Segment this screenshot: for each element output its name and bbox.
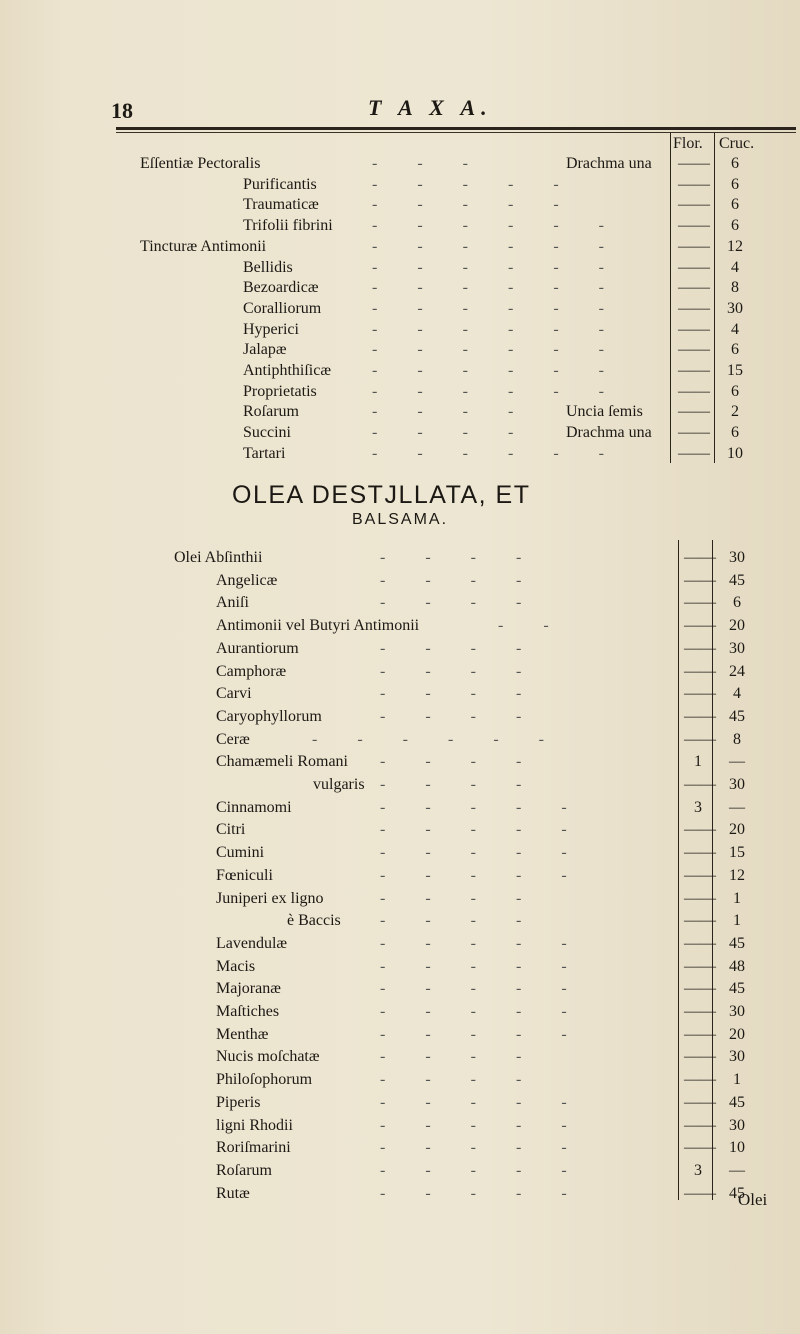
dash-leader: - - - - <box>380 1048 540 1066</box>
price-cruc: 4 <box>731 320 739 338</box>
price-flor: —— <box>684 571 716 589</box>
table-row <box>0 319 800 341</box>
price-flor: —— <box>684 1048 716 1066</box>
price-cruc: 1 <box>733 889 741 907</box>
dash-leader: - - - - <box>380 912 540 930</box>
table-row <box>0 706 800 728</box>
price-cruc: 1 <box>733 912 741 930</box>
table-row <box>0 1046 800 1068</box>
price-cruc: 6 <box>731 196 739 214</box>
catchword: Olei <box>738 1190 768 1209</box>
price-cruc: — <box>729 798 745 816</box>
dash-leader: - - <box>498 617 567 635</box>
price-cruc: 6 <box>731 382 739 400</box>
price-flor: —— <box>684 1003 716 1020</box>
dash-leader: - - - - - - <box>372 362 622 379</box>
price-flor: 3 <box>694 798 702 816</box>
price-flor: —— <box>678 403 710 421</box>
item-name: Olei Abſinthii <box>174 549 263 566</box>
item-name: Proprietatis <box>243 382 317 400</box>
table-row <box>0 570 800 592</box>
dash-leader: - - - - <box>372 424 532 442</box>
dash-leader: - - - - - - <box>372 299 622 317</box>
page-number: 18 <box>111 98 133 123</box>
item-name: ligni Rhodii <box>216 1116 293 1134</box>
price-cruc: — <box>729 753 745 771</box>
price-flor: —— <box>684 776 716 793</box>
price-cruc: 12 <box>729 866 745 884</box>
price-cruc: 45 <box>729 1093 745 1111</box>
item-name: Angelicæ <box>216 571 278 589</box>
table-row <box>0 978 800 1000</box>
dash-leader: - - - - - <box>380 1161 585 1179</box>
table-row <box>0 298 800 320</box>
dash-leader: - - - - <box>380 1071 540 1089</box>
price-flor: —— <box>684 639 716 657</box>
price-cruc: 30 <box>729 1003 745 1020</box>
item-name: Antimonii vel Butyri Antimonii <box>216 617 420 635</box>
price-cruc: 6 <box>731 424 739 442</box>
table-row <box>0 683 800 705</box>
price-flor: —— <box>678 341 710 359</box>
item-name: Menthæ <box>216 1025 269 1043</box>
dash-leader: - - - - - - <box>372 320 622 338</box>
table-row <box>0 865 800 887</box>
dash-leader: - - - - - <box>380 1003 585 1020</box>
item-name: Hyperici <box>243 320 299 338</box>
price-flor: —— <box>684 980 716 998</box>
item-name: Rutæ <box>216 1184 250 1202</box>
price-cruc: 30 <box>729 776 745 793</box>
item-name: Tincturæ Antimonii <box>140 237 267 255</box>
dash-leader: - - - - - <box>380 957 585 975</box>
dash-leader: - - - - <box>380 685 540 703</box>
table-row <box>0 888 800 910</box>
item-name: Eſſentiæ Pectoralis <box>140 155 261 172</box>
table-row <box>0 443 800 465</box>
table-row <box>0 910 800 932</box>
price-flor: —— <box>684 662 716 680</box>
price-cruc: 30 <box>729 1116 745 1134</box>
dash-leader: - - - - - <box>380 1025 585 1043</box>
price-cruc: 6 <box>731 341 739 359</box>
table-row <box>0 933 800 955</box>
price-flor: —— <box>684 685 716 703</box>
price-cruc: 45 <box>729 571 745 589</box>
price-flor: —— <box>684 1116 716 1134</box>
price-flor: —— <box>678 237 710 255</box>
table-row <box>0 751 800 773</box>
dash-leader: - - - - - - <box>372 237 622 255</box>
price-flor: —— <box>678 444 710 462</box>
item-name: Fœniculi <box>216 866 273 884</box>
item-name: Macis <box>216 957 256 975</box>
item-name: Cinnamomi <box>216 798 292 816</box>
price-flor: —— <box>678 382 710 400</box>
price-cruc: 20 <box>729 1025 745 1043</box>
table-row <box>0 615 800 637</box>
price-cruc: 8 <box>733 730 741 748</box>
dash-leader: - - - - - <box>380 866 585 884</box>
item-name: Aniſi <box>216 594 249 612</box>
item-name: Citri <box>216 821 246 839</box>
dash-leader: - - - - <box>380 549 540 566</box>
table-row <box>0 1069 800 1091</box>
price-flor: —— <box>684 1071 716 1089</box>
dash-leader: - - - - - - <box>372 341 622 359</box>
dash-leader: - - - - - <box>380 821 585 839</box>
price-flor: —— <box>684 594 716 612</box>
dash-leader: - - - - - - <box>372 444 622 462</box>
dash-leader: - - - - - <box>380 798 585 816</box>
price-cruc: 45 <box>729 934 745 952</box>
dash-leader: - - - - - <box>380 1116 585 1134</box>
price-cruc: 45 <box>729 980 745 998</box>
item-name: Chamæmeli Romani <box>216 753 348 771</box>
price-cruc: 8 <box>731 279 739 297</box>
dash-leader: - - - - - - <box>372 258 622 276</box>
price-cruc: 45 <box>729 1184 745 1202</box>
section-subtitle: BALSAMA. <box>352 511 449 528</box>
section-title: OLEA DESTJLLATA, ET <box>232 481 531 509</box>
price-flor: —— <box>678 258 710 276</box>
price-flor: —— <box>684 912 716 930</box>
item-name: Coralliorum <box>243 299 322 317</box>
table-row <box>0 956 800 978</box>
dash-leader: - - - - - <box>372 196 577 214</box>
price-cruc: 20 <box>729 617 745 635</box>
price-cruc: 6 <box>731 155 739 172</box>
item-name: Trifolii fibrini <box>243 217 333 235</box>
price-flor: —— <box>678 279 710 297</box>
item-name: Succini <box>243 424 291 442</box>
table-row <box>0 257 800 279</box>
dash-leader: - - - - - - <box>372 217 622 235</box>
price-cruc: 20 <box>729 821 745 839</box>
dash-leader: - - - - - <box>380 844 585 862</box>
price-flor: —— <box>684 821 716 839</box>
table-row <box>0 1137 800 1159</box>
table-row <box>0 215 800 237</box>
table-row <box>0 842 800 864</box>
table-row <box>0 422 800 444</box>
dash-leader: - - - - <box>380 889 540 907</box>
table-row <box>0 174 800 196</box>
table-row <box>0 194 800 216</box>
price-cruc: 45 <box>729 707 745 725</box>
item-name: Tartari <box>243 444 286 462</box>
quantity-unit: Uncia ſemis <box>566 403 643 421</box>
item-name: Nucis moſchatæ <box>216 1048 320 1066</box>
item-name: Majoranæ <box>216 980 281 998</box>
dash-leader: - - - - <box>380 639 540 657</box>
price-flor: —— <box>684 549 716 566</box>
item-name: Lavendulæ <box>216 934 288 952</box>
price-cruc: 4 <box>731 258 739 276</box>
dash-leader: - - - - - <box>380 934 585 952</box>
price-cruc: 15 <box>727 362 743 379</box>
item-name: Roriſmarini <box>216 1139 291 1157</box>
column-header-flor: Flor. <box>673 135 703 152</box>
item-name: Philoſophorum <box>216 1071 313 1089</box>
table-row <box>0 547 800 569</box>
price-cruc: 2 <box>731 403 739 421</box>
price-cruc: 6 <box>731 217 739 235</box>
price-cruc: 10 <box>727 444 743 462</box>
item-name: Maſtiches <box>216 1003 280 1020</box>
dash-leader: - - - - - <box>380 1093 585 1111</box>
table-row <box>0 381 800 403</box>
price-flor: —— <box>684 866 716 884</box>
header-rule <box>116 127 796 130</box>
table-row <box>0 638 800 660</box>
price-flor: —— <box>684 617 716 635</box>
price-cruc: — <box>729 1161 745 1179</box>
price-cruc: 4 <box>733 685 741 703</box>
header-rule-thin <box>116 132 796 133</box>
dash-leader: - - - - - - <box>312 730 562 748</box>
column-header-cruc: Cruc. <box>719 135 755 152</box>
price-cruc: 12 <box>727 237 743 255</box>
running-title: T A X A. <box>368 95 493 120</box>
item-name: Caryophyllorum <box>216 707 322 725</box>
dash-leader: - - - - <box>380 571 540 589</box>
dash-leader: - - - - <box>380 753 540 771</box>
item-name: Jalapæ <box>243 341 287 359</box>
item-name: Bezoardicæ <box>243 279 319 297</box>
item-name: Traumaticæ <box>243 196 319 214</box>
item-name: Camphoræ <box>216 662 287 680</box>
quantity-unit: Drachma una <box>566 424 652 442</box>
price-flor: —— <box>678 424 710 442</box>
item-name: Roſarum <box>243 403 299 421</box>
price-cruc: 24 <box>729 662 745 680</box>
price-flor: —— <box>678 217 710 235</box>
item-name: Cumini <box>216 844 265 862</box>
price-flor: —— <box>684 957 716 975</box>
price-cruc: 48 <box>729 957 745 975</box>
price-cruc: 30 <box>729 549 745 566</box>
table-row <box>0 797 800 819</box>
table-row <box>0 1024 800 1046</box>
price-flor: —— <box>684 934 716 952</box>
item-name: Roſarum <box>216 1161 272 1179</box>
dash-leader: - - - - - <box>380 980 585 998</box>
item-name: Carvi <box>216 685 252 703</box>
table-row <box>0 729 800 751</box>
dash-leader: - - - - - <box>372 175 577 193</box>
price-flor: —— <box>678 155 710 172</box>
item-name: è Baccis <box>287 912 341 930</box>
table-row <box>0 1160 800 1182</box>
price-cruc: 10 <box>729 1139 745 1157</box>
table-row <box>0 1001 800 1023</box>
price-cruc: 30 <box>729 1048 745 1066</box>
item-name: Purificantis <box>243 175 317 193</box>
item-name: Juniperi ex ligno <box>216 889 324 907</box>
item-name: vulgaris <box>313 776 365 793</box>
price-flor: —— <box>684 889 716 907</box>
table-row <box>0 236 800 258</box>
price-cruc: 6 <box>731 175 739 193</box>
dash-leader: - - - - - <box>380 1184 585 1202</box>
item-name: Bellidis <box>243 258 293 276</box>
table-row <box>0 153 800 175</box>
price-cruc: 15 <box>729 844 745 862</box>
item-name: Ceræ <box>216 730 250 748</box>
price-flor: 1 <box>694 753 702 771</box>
dash-leader: - - - - <box>380 776 540 793</box>
table-row <box>0 339 800 361</box>
dash-leader: - - - - - - <box>372 382 622 400</box>
price-flor: 3 <box>694 1161 702 1179</box>
price-cruc: 1 <box>733 1071 741 1089</box>
price-flor: —— <box>684 707 716 725</box>
price-flor: —— <box>678 299 710 317</box>
price-flor: —— <box>684 844 716 862</box>
table-row <box>0 774 800 796</box>
price-flor: —— <box>684 730 716 748</box>
table-row <box>0 592 800 614</box>
price-flor: —— <box>684 1093 716 1111</box>
price-cruc: 30 <box>729 639 745 657</box>
item-name: Aurantiorum <box>216 639 299 657</box>
price-flor: —— <box>678 320 710 338</box>
dash-leader: - - - - <box>380 594 540 612</box>
price-flor: —— <box>678 196 710 214</box>
price-flor: —— <box>678 175 710 193</box>
table-row <box>0 401 800 423</box>
price-flor: —— <box>678 362 710 379</box>
table-row <box>0 1115 800 1137</box>
price-cruc: 6 <box>733 594 741 612</box>
table-row <box>0 1092 800 1114</box>
table-row <box>0 360 800 382</box>
price-flor: —— <box>684 1139 716 1157</box>
price-flor: —— <box>684 1025 716 1043</box>
item-name: Piperis <box>216 1093 261 1111</box>
dash-leader: - - - - - <box>380 1139 585 1157</box>
item-name: Antiphthiſicæ <box>243 362 331 379</box>
dash-leader: - - - - <box>380 707 540 725</box>
table-row <box>0 277 800 299</box>
dash-leader: - - - <box>372 155 486 172</box>
table-row <box>0 819 800 841</box>
quantity-unit: Drachma una <box>566 155 652 172</box>
table-row <box>0 1183 800 1205</box>
dash-leader: - - - - <box>372 403 532 421</box>
table-row <box>0 661 800 683</box>
dash-leader: - - - - <box>380 662 540 680</box>
dash-leader: - - - - - - <box>372 279 622 297</box>
price-cruc: 30 <box>727 299 743 317</box>
price-flor: —— <box>684 1184 716 1202</box>
